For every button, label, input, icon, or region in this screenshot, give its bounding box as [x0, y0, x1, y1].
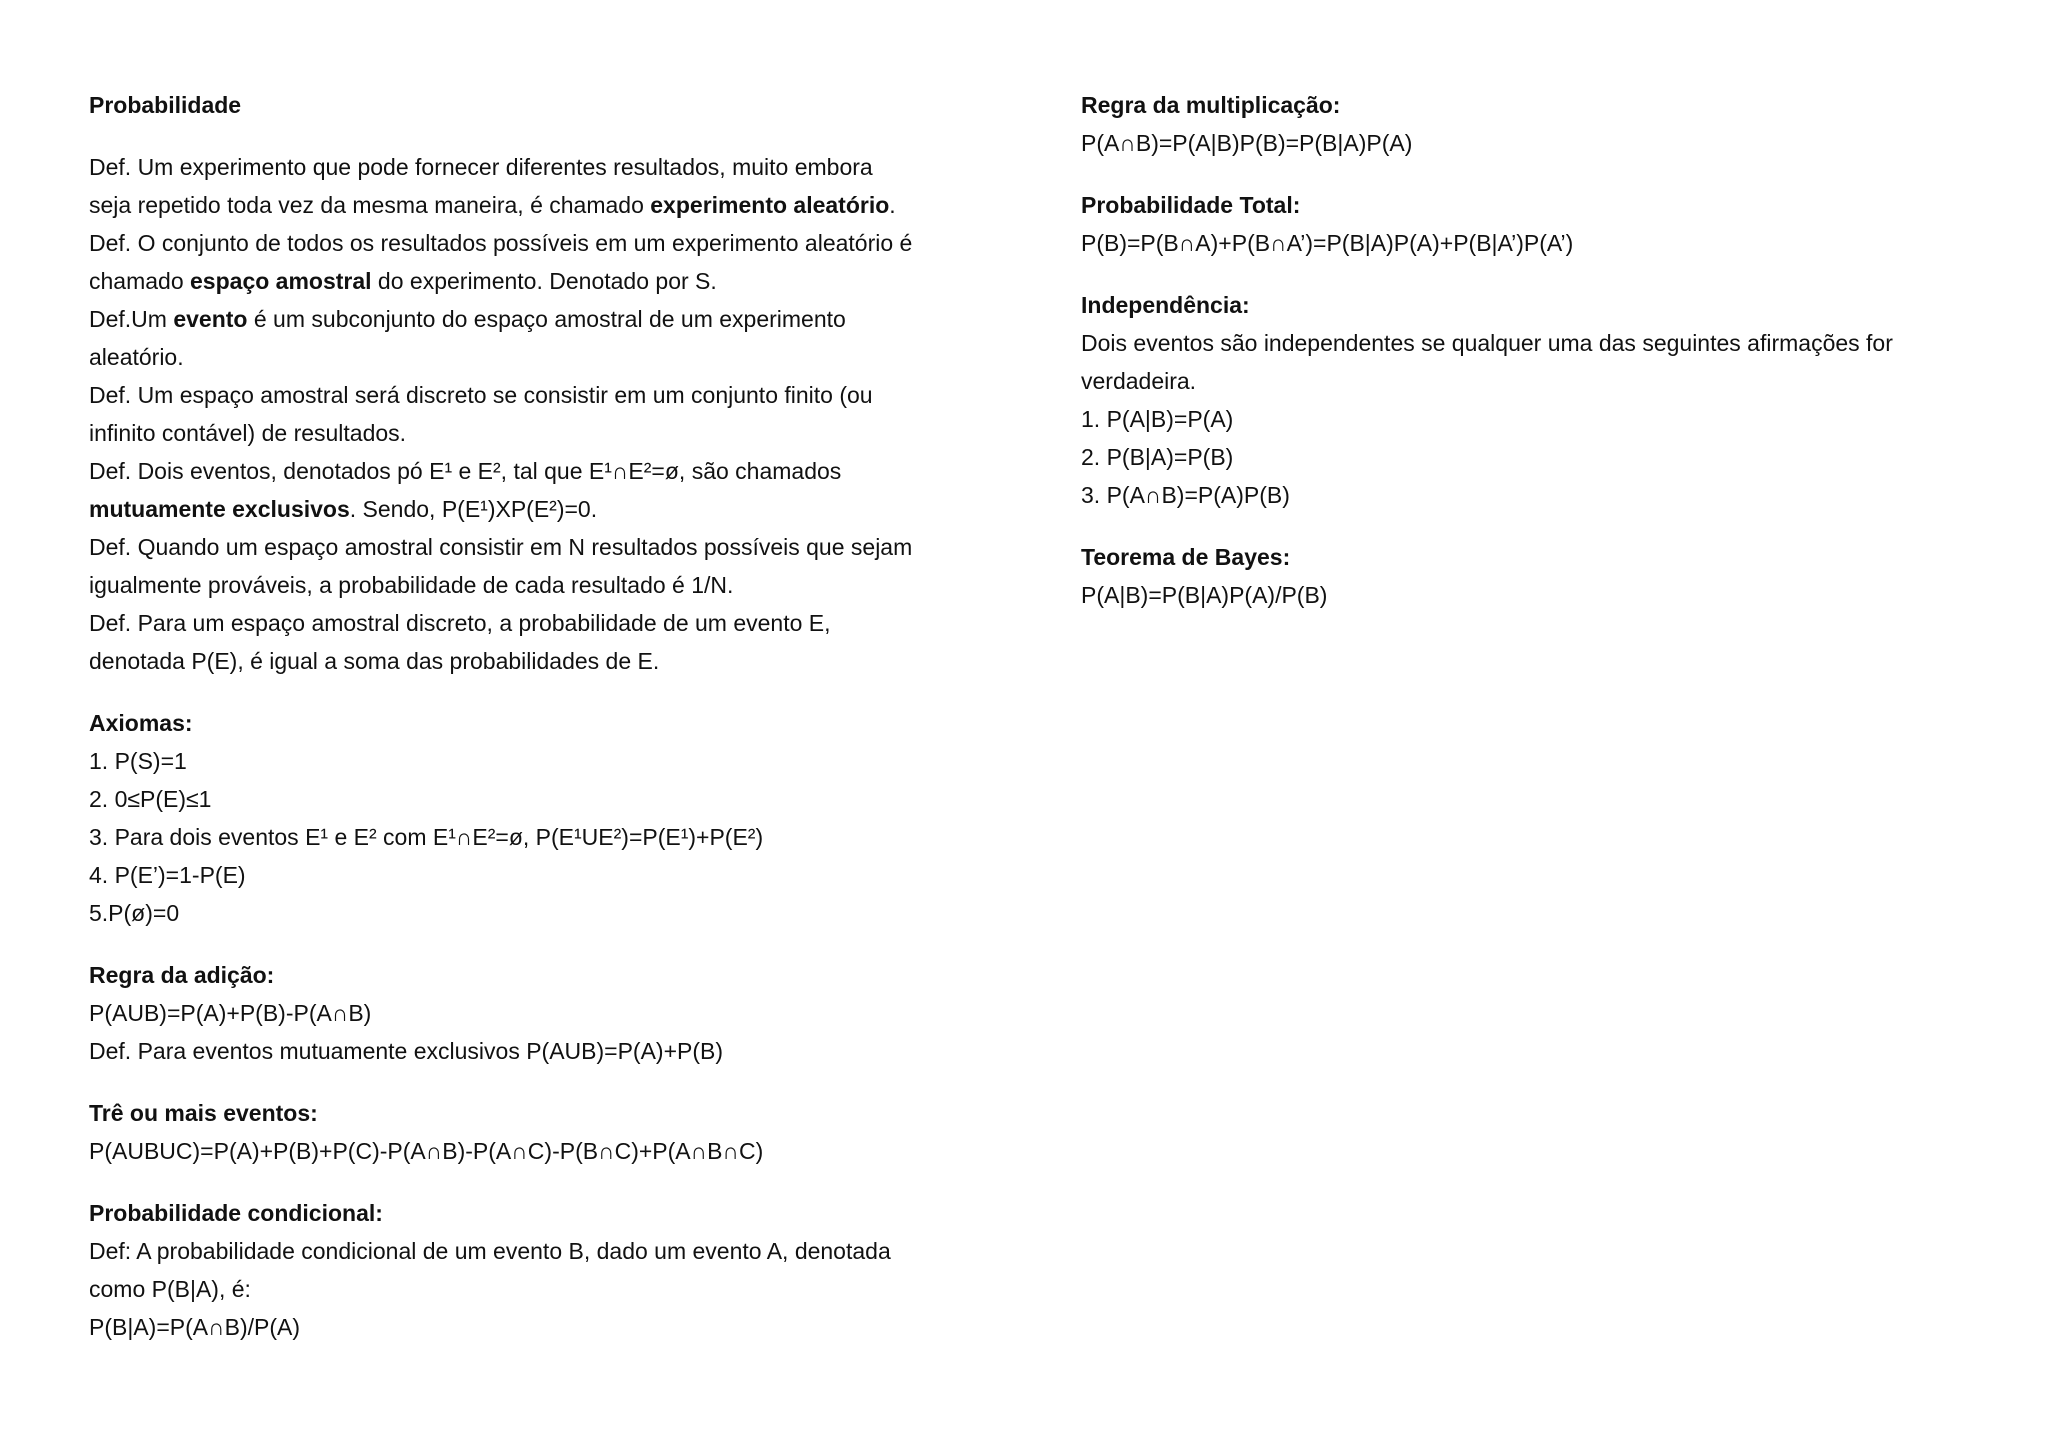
multiplication-rule-section: [1081, 86, 2011, 162]
definition-line: [89, 376, 1029, 414]
section-heading: Trê ou mais eventos:: [89, 1100, 318, 1126]
left-column: [89, 86, 1029, 1370]
emphasized-term: experimento aleatório: [650, 192, 890, 218]
axiom-line: 4. P(E’)=1-P(E): [89, 862, 246, 888]
definition-line: verdadeira.: [1081, 368, 1197, 394]
section-heading: Regra da adição:: [89, 962, 275, 988]
text-run: Def. Quando um espaço amostral consistir em N resultados possíveis que sejam: [89, 534, 913, 560]
formula-line: 3. P(A∩B)=P(A)P(B): [1081, 482, 1290, 508]
definition-line: [89, 224, 1029, 262]
section-heading: Probabilidade Total:: [1081, 192, 1301, 218]
definition-line: [89, 186, 1029, 224]
definition-line: [89, 148, 1029, 186]
three-events-section: [89, 1094, 1029, 1170]
formula-line: P(AUBUC)=P(A)+P(B)+P(C)-P(A∩B)-P(A∩C)-P(B∩C)+P(A∩B∩C): [89, 1138, 764, 1164]
section-heading: Teorema de Bayes:: [1081, 544, 1291, 570]
text-run: Def. Um espaço amostral será discreto se consistir em um conjunto finito (ou: [89, 382, 873, 408]
definition-line: Dois eventos são independentes se qualquer uma das seguintes afirmações for: [1081, 330, 1893, 356]
formula-line: P(A∩B)=P(A|B)P(B)=P(B|A)P(A): [1081, 130, 1413, 156]
axiom-line: 2. 0≤P(E)≤1: [89, 786, 212, 812]
text-run: . Sendo, P(E¹)XP(E²)=0.: [349, 496, 598, 522]
text-run: .: [889, 192, 896, 218]
conditional-probability-section: [89, 1194, 1029, 1346]
definition-line: como P(B|A), é:: [89, 1276, 251, 1302]
definition-line: [89, 490, 1029, 528]
text-run: infinito contável) de resultados.: [89, 420, 407, 446]
axioms-section: [89, 704, 1029, 932]
text-run: Def. Para um espaço amostral discreto, a probabilidade de um evento E,: [89, 610, 831, 636]
text-run: Def. Um experimento que pode fornecer diferentes resultados, muito embora: [89, 154, 873, 180]
bayes-theorem-section: [1081, 538, 2011, 614]
definition-line: [89, 566, 1029, 604]
right-column: [1081, 86, 2011, 638]
definition-line: [89, 642, 1029, 680]
formula-line: P(AUB)=P(A)+P(B)-P(A∩B): [89, 1000, 372, 1026]
section-heading: Axiomas:: [89, 710, 193, 736]
independence-section: [1081, 286, 2011, 514]
definition-line: [89, 604, 1029, 642]
axiom-line: 3. Para dois eventos E¹ e E² com E¹∩E²=ø, P(E¹UE²)=P(E¹)+P(E²): [89, 824, 764, 850]
addition-rule-section: [89, 956, 1029, 1070]
definition-line: [89, 528, 1029, 566]
text-run: Def. Dois eventos, denotados pó E¹ e E², tal que E¹∩E²=ø, são chamados: [89, 458, 842, 484]
section-heading: Regra da multiplicação:: [1081, 92, 1341, 118]
text-run: igualmente prováveis, a probabilidade de cada resultado é 1/N.: [89, 572, 734, 598]
formula-line: P(B)=P(B∩A)+P(B∩A’)=P(B|A)P(A)+P(B|A’)P(A’): [1081, 230, 1574, 256]
text-run: chamado: [89, 268, 191, 294]
definition-line: [89, 262, 1029, 300]
text-run: seja repetido toda vez da mesma maneira, é chamado: [89, 192, 651, 218]
text-run: aleatório.: [89, 344, 184, 370]
document-title: Probabilidade: [89, 92, 242, 118]
definition-line: [89, 300, 1029, 338]
text-run: Def. O conjunto de todos os resultados possíveis em um experimento aleatório é: [89, 230, 913, 256]
definition-line: [89, 452, 1029, 490]
emphasized-term: mutuamente exclusivos: [89, 496, 350, 522]
text-run: Def.Um: [89, 306, 174, 332]
formula-line: 2. P(B|A)=P(B): [1081, 444, 1234, 470]
definitions-block: [89, 148, 1029, 680]
emphasized-term: evento: [173, 306, 248, 332]
formula-line: P(A|B)=P(B|A)P(A)/P(B): [1081, 582, 1328, 608]
definition-line: Def. Para eventos mutuamente exclusivos P(AUB)=P(A)+P(B): [89, 1038, 724, 1064]
total-probability-section: [1081, 186, 2011, 262]
text-run: é um subconjunto do espaço amostral de um experimento: [247, 306, 846, 332]
formula-line: 1. P(A|B)=P(A): [1081, 406, 1234, 432]
section-heading: Independência:: [1081, 292, 1250, 318]
definition-line: [89, 414, 1029, 452]
section-heading: Probabilidade condicional:: [89, 1200, 383, 1226]
text-run: denotada P(E), é igual a soma das probabilidades de E.: [89, 648, 660, 674]
axiom-line: 5.P(ø)=0: [89, 900, 180, 926]
axiom-line: 1. P(S)=1: [89, 748, 187, 774]
definition-line: [89, 338, 1029, 376]
emphasized-term: espaço amostral: [190, 268, 372, 294]
definition-line: Def: A probabilidade condicional de um evento B, dado um evento A, denotada: [89, 1238, 891, 1264]
text-run: do experimento. Denotado por S.: [371, 268, 717, 294]
formula-line: P(B|A)=P(A∩B)/P(A): [89, 1314, 301, 1340]
